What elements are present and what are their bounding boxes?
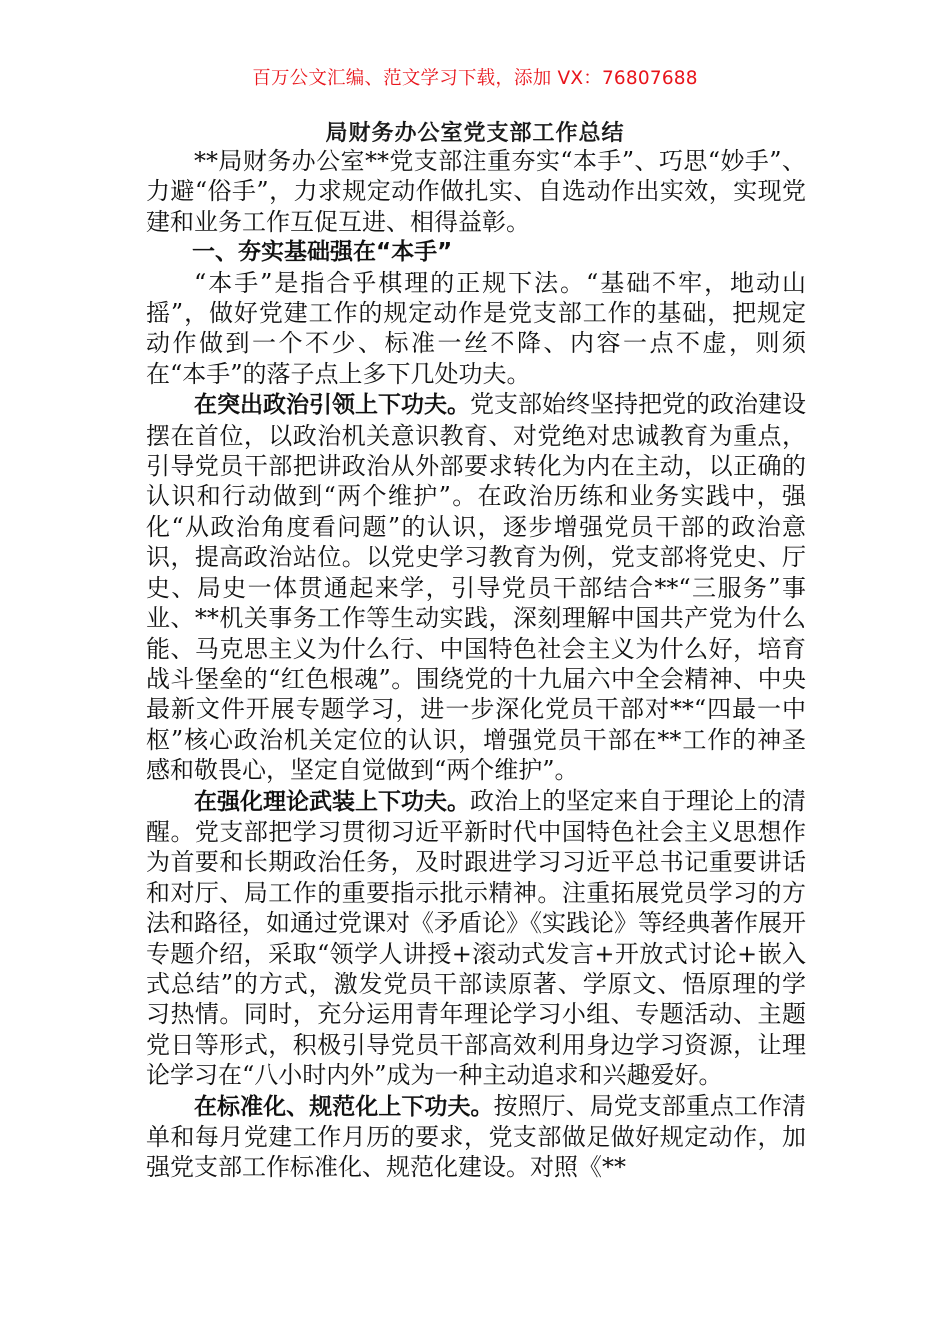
section-heading: 一、夯实基础强在“本手” (192, 239, 453, 266)
paragraph-lead: 在强化理论武装上下功夫。 (194, 788, 470, 815)
paragraph-political-leadership (146, 389, 806, 785)
paragraph-lead: 在标准化、规范化上下功夫。 (194, 1093, 494, 1120)
paragraph-text: 按照厅、局党支部重点工作清单和每月党建工作月历的要求，党支部做足做好规定动作，加强党支部工作标准化、规范化建设。对照《** (146, 1091, 807, 1182)
paragraph-lead: 在突出政治引领上下功夫。 (194, 392, 470, 419)
paragraph-text: 政治上的坚定来自于理论上的清醒。党支部把学习贯彻习近平新时代中国特色社会主义思想作为首要和长期政治任务，及时跟进学习习近平总书记重要讲话和对厅、局工作的重要指示批示精神。注重拓展党员学习的方法和路径，如通过党课对《矛盾论》《实践论》等经典著作展开专题介绍，采取“领学人讲授+滚动式发言+开放式讨论+嵌入式总结”的方式，激发党员干部读原著、学原文、悟原理的学习热情。同时，充分运用青年理论学习小组、专题活动、主题党日等形式，积极引导党员干部高效利用身边学习资源，让理论学习在“八小时内外”成为一种主动追求和兴趣爱好。 (146, 786, 806, 1090)
page-title: 局财务办公室党支部工作总结 (325, 121, 625, 146)
paragraph-standardization (146, 1091, 806, 1183)
section-paragraph: “本手”是指合乎棋理的正规下法。“基础不牢，地动山摇”，做好党建工作的规定动作是党支部工作的基础，把规定动作做到一个不少、标准一丝不降、内容一点不虚，则须在“本手”的落子点上多下几处功夫。 (146, 268, 806, 388)
intro-paragraph: **局财务办公室**党支部注重夯实“本手”、巧思“妙手”、力避“俗手”，力求规定动作做扎实、自选动作出实效，实现党建和业务工作互促互进、相得益彰。 (146, 147, 806, 236)
paragraph-text: 党支部始终坚持把党的政治建设摆在首位，以政治机关意识教育、对党绝对忠诚教育为重点，引导党员干部把讲政治从外部要求转化为内在主动，以正确的认识和行动做到“两个维护”。在政治历练和业务实践中，强化“从政治角度看问题”的认识，逐步增强党员干部的政治意识，提高政治站位。以党史学习教育为例，党支部将党史、厅史、局史一体贯通起来学，引导党员干部结合**“三服务”事业、**机关事务工作等生动实践，深刻理解中国共产党为什么能、马克思主义为什么行、中国特色社会主义为什么好，培育战斗堡垒的“红色根魂”。围绕党的十九届六中全会精神、中央最新文件开展专题学习，进一步深化党员干部对**“四最一中枢”核心政治机关定位的认识，增强党员干部在**工作的神圣感和敬畏心，坚定自觉做到“两个维护”。 (146, 390, 806, 785)
paragraph-theory (146, 786, 806, 1091)
header-watermark-text: 百万公文汇编、范文学习下载，添加 VX：76807688 (252, 68, 698, 89)
document-body (146, 146, 806, 1183)
